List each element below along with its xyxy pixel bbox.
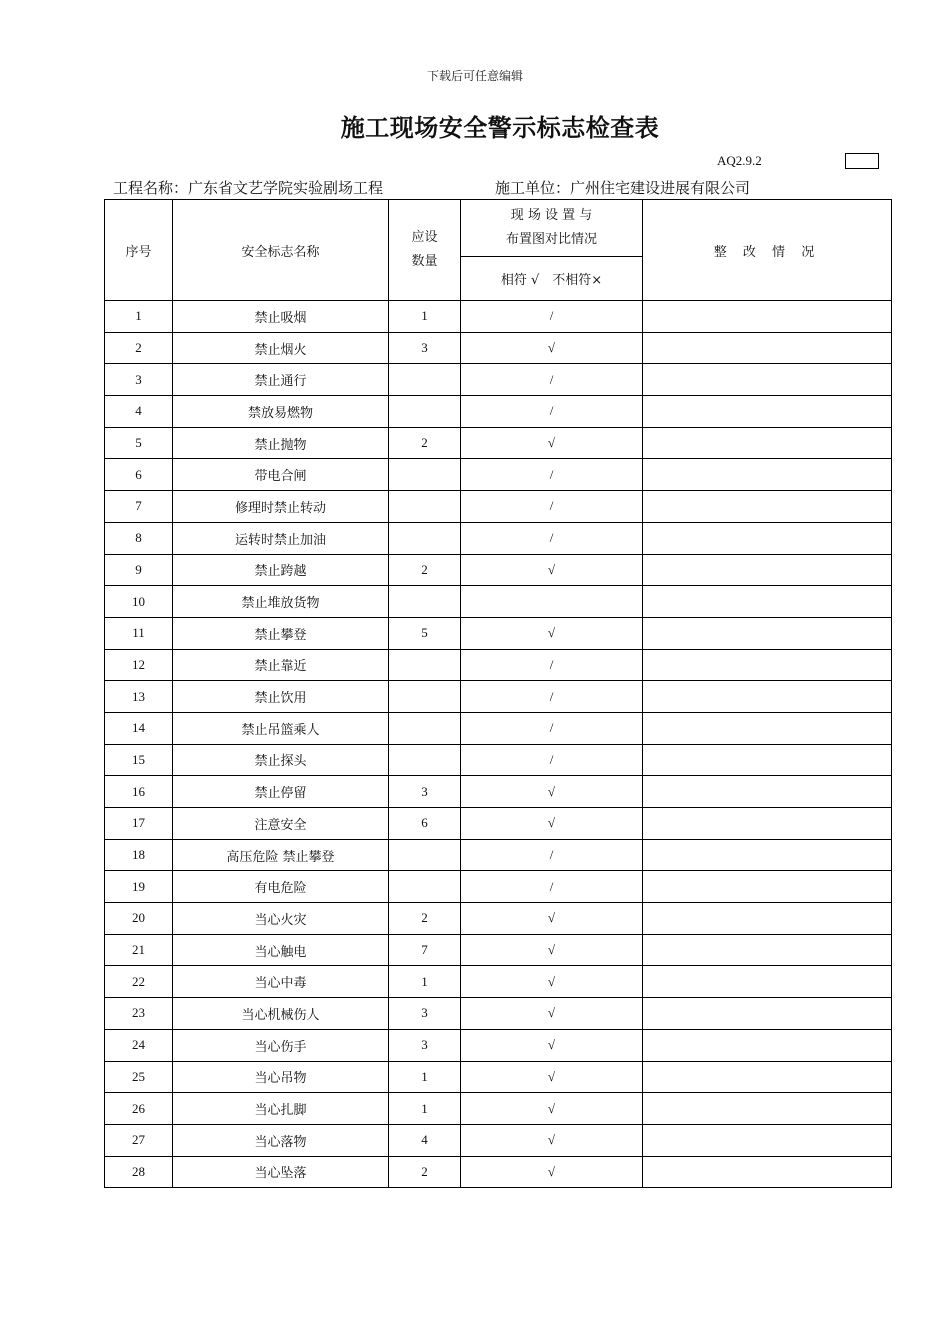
compare-result: √ xyxy=(461,554,643,586)
compare-result: / xyxy=(461,871,643,903)
compare-result: √ xyxy=(461,617,643,649)
table-row xyxy=(105,839,892,871)
required-quantity xyxy=(389,459,461,491)
sign-name: 禁止靠近 xyxy=(173,649,389,681)
row-number: 1 xyxy=(105,301,173,333)
compare-result: √ xyxy=(461,1124,643,1156)
table-row xyxy=(105,1029,892,1061)
table-row xyxy=(105,459,892,491)
sign-name: 当心触电 xyxy=(173,934,389,966)
sign-name: 禁止通行 xyxy=(173,364,389,396)
required-quantity: 1 xyxy=(389,966,461,998)
required-quantity xyxy=(389,586,461,618)
compare-result: √ xyxy=(461,1093,643,1125)
sign-name: 禁止饮用 xyxy=(173,681,389,713)
row-number: 16 xyxy=(105,776,173,808)
required-quantity xyxy=(389,396,461,428)
required-quantity xyxy=(389,744,461,776)
sign-name: 禁止跨越 xyxy=(173,554,389,586)
sign-name: 当心机械伤人 xyxy=(173,998,389,1030)
download-note: 下载后可任意编辑 xyxy=(426,69,523,83)
table-row xyxy=(105,396,892,428)
table-row xyxy=(105,712,892,744)
required-quantity xyxy=(389,871,461,903)
required-quantity xyxy=(389,681,461,713)
row-number: 26 xyxy=(105,1093,173,1125)
sign-name: 禁止探头 xyxy=(173,744,389,776)
rectification-cell xyxy=(643,459,892,491)
row-number: 11 xyxy=(105,617,173,649)
required-quantity: 2 xyxy=(389,1156,461,1188)
inspection-table xyxy=(104,199,892,1188)
column-header-compare xyxy=(461,200,643,257)
rectification-cell xyxy=(643,871,892,903)
required-quantity xyxy=(389,491,461,523)
row-number: 9 xyxy=(105,554,173,586)
compare-result: √ xyxy=(461,998,643,1030)
row-number: 10 xyxy=(105,586,173,618)
table-row xyxy=(105,744,892,776)
rectification-cell xyxy=(643,1124,892,1156)
table-row xyxy=(105,522,892,554)
required-quantity: 5 xyxy=(389,617,461,649)
row-number: 4 xyxy=(105,396,173,428)
sign-name: 当心中毒 xyxy=(173,966,389,998)
sign-name: 禁放易燃物 xyxy=(173,396,389,428)
compare-header-line2: 布置图对比情况 xyxy=(505,232,597,247)
rectification-cell xyxy=(643,364,892,396)
compare-result: / xyxy=(461,301,643,333)
required-quantity xyxy=(389,364,461,396)
sign-name: 有电危险 xyxy=(173,871,389,903)
column-header-rectification: 整 改 情 况 xyxy=(643,200,892,301)
required-quantity: 2 xyxy=(389,903,461,935)
row-number: 5 xyxy=(105,427,173,459)
sign-name: 当心落物 xyxy=(173,1124,389,1156)
table-row xyxy=(105,586,892,618)
required-quantity: 3 xyxy=(389,1029,461,1061)
required-quantity xyxy=(389,649,461,681)
required-quantity: 3 xyxy=(389,998,461,1030)
compare-result: √ xyxy=(461,808,643,840)
rectification-cell xyxy=(643,1093,892,1125)
table-row xyxy=(105,998,892,1030)
rectification-cell xyxy=(643,301,892,333)
compare-result: / xyxy=(461,839,643,871)
quantity-header-line2: 数量 xyxy=(411,254,438,269)
compare-result: √ xyxy=(461,332,643,364)
sign-name: 禁止停留 xyxy=(173,776,389,808)
row-number: 14 xyxy=(105,712,173,744)
sign-name: 禁止烟火 xyxy=(173,332,389,364)
row-number: 22 xyxy=(105,966,173,998)
required-quantity: 3 xyxy=(389,776,461,808)
compare-result: / xyxy=(461,459,643,491)
table-row xyxy=(105,554,892,586)
column-header-sign-name: 安全标志名称 xyxy=(173,200,389,301)
required-quantity: 2 xyxy=(389,554,461,586)
compare-result: / xyxy=(461,364,643,396)
row-number: 21 xyxy=(105,934,173,966)
rectification-cell xyxy=(643,617,892,649)
compare-header-line1: 现 场 设 置 与 xyxy=(510,208,593,223)
code-box xyxy=(845,153,879,169)
compare-result: / xyxy=(461,491,643,523)
rectification-cell xyxy=(643,491,892,523)
rectification-cell xyxy=(643,1156,892,1188)
required-quantity: 2 xyxy=(389,427,461,459)
row-number: 28 xyxy=(105,1156,173,1188)
sign-name: 运转时禁止加油 xyxy=(173,522,389,554)
table-row xyxy=(105,617,892,649)
required-quantity: 1 xyxy=(389,1061,461,1093)
rectification-cell xyxy=(643,681,892,713)
rectification-cell xyxy=(643,1061,892,1093)
table-row xyxy=(105,332,892,364)
sign-name: 禁止吸烟 xyxy=(173,301,389,333)
rectification-cell xyxy=(643,332,892,364)
required-quantity: 1 xyxy=(389,301,461,333)
row-number: 19 xyxy=(105,871,173,903)
required-quantity xyxy=(389,712,461,744)
compare-result: √ xyxy=(461,1061,643,1093)
form-code: AQ2.9.2 xyxy=(717,153,762,168)
compare-result: √ xyxy=(461,903,643,935)
column-header-quantity xyxy=(389,200,461,301)
sign-name: 修理时禁止转动 xyxy=(173,491,389,523)
row-number: 13 xyxy=(105,681,173,713)
table-row xyxy=(105,1156,892,1188)
compare-result: √ xyxy=(461,966,643,998)
sign-name: 当心伤手 xyxy=(173,1029,389,1061)
row-number: 20 xyxy=(105,903,173,935)
compare-result: / xyxy=(461,522,643,554)
row-number: 3 xyxy=(105,364,173,396)
compare-result: √ xyxy=(461,776,643,808)
required-quantity xyxy=(389,839,461,871)
row-number: 24 xyxy=(105,1029,173,1061)
row-number: 6 xyxy=(105,459,173,491)
rectification-cell xyxy=(643,554,892,586)
sign-name: 当心坠落 xyxy=(173,1156,389,1188)
table-body xyxy=(105,301,892,1188)
table-row xyxy=(105,1124,892,1156)
required-quantity xyxy=(389,522,461,554)
table-row xyxy=(105,649,892,681)
rectification-cell xyxy=(643,1029,892,1061)
rectification-cell xyxy=(643,712,892,744)
table-row xyxy=(105,301,892,333)
project-name: 工程名称：广东省文艺学院实验剧场工程 xyxy=(113,179,384,197)
table-row xyxy=(105,681,892,713)
required-quantity: 1 xyxy=(389,1093,461,1125)
compare-result: / xyxy=(461,681,643,713)
rectification-cell xyxy=(643,934,892,966)
sign-name: 禁止堆放货物 xyxy=(173,586,389,618)
quantity-header-line1: 应设 xyxy=(411,230,438,245)
sign-name: 禁止吊篮乘人 xyxy=(173,712,389,744)
required-quantity: 4 xyxy=(389,1124,461,1156)
sign-name: 当心扎脚 xyxy=(173,1093,389,1125)
table-row xyxy=(105,903,892,935)
row-number: 2 xyxy=(105,332,173,364)
compare-result xyxy=(461,586,643,618)
row-number: 15 xyxy=(105,744,173,776)
row-number: 27 xyxy=(105,1124,173,1156)
rectification-cell xyxy=(643,649,892,681)
table-row xyxy=(105,776,892,808)
rectification-cell xyxy=(643,586,892,618)
table-row xyxy=(105,491,892,523)
table-row xyxy=(105,966,892,998)
row-number: 7 xyxy=(105,491,173,523)
required-quantity: 6 xyxy=(389,808,461,840)
rectification-cell xyxy=(643,998,892,1030)
table-row xyxy=(105,934,892,966)
rectification-cell xyxy=(643,903,892,935)
sign-name: 禁止攀登 xyxy=(173,617,389,649)
row-number: 23 xyxy=(105,998,173,1030)
rectification-cell xyxy=(643,808,892,840)
rectification-cell xyxy=(643,522,892,554)
table-row xyxy=(105,364,892,396)
rectification-cell xyxy=(643,776,892,808)
rectification-cell xyxy=(643,396,892,428)
sign-name: 当心吊物 xyxy=(173,1061,389,1093)
sign-name: 当心火灾 xyxy=(173,903,389,935)
required-quantity: 3 xyxy=(389,332,461,364)
column-header-no: 序号 xyxy=(105,200,173,301)
row-number: 8 xyxy=(105,522,173,554)
page-title: 施工现场安全警示标志检查表 xyxy=(340,113,660,142)
sign-name: 高压危险 禁止攀登 xyxy=(173,839,389,871)
compare-legend: 相符 √ 不相符× xyxy=(461,257,643,301)
compare-result: √ xyxy=(461,427,643,459)
compare-result: / xyxy=(461,649,643,681)
rectification-cell xyxy=(643,966,892,998)
construction-unit: 施工单位：广州住宅建设进展有限公司 xyxy=(495,179,751,197)
compare-result: / xyxy=(461,396,643,428)
table-row xyxy=(105,427,892,459)
compare-result: √ xyxy=(461,1156,643,1188)
compare-result: √ xyxy=(461,934,643,966)
rectification-cell xyxy=(643,744,892,776)
compare-result: / xyxy=(461,744,643,776)
compare-result: √ xyxy=(461,1029,643,1061)
compare-result: / xyxy=(461,712,643,744)
table-row xyxy=(105,871,892,903)
sign-name: 注意安全 xyxy=(173,808,389,840)
row-number: 12 xyxy=(105,649,173,681)
rectification-cell xyxy=(643,427,892,459)
required-quantity: 7 xyxy=(389,934,461,966)
sign-name: 禁止抛物 xyxy=(173,427,389,459)
table-row xyxy=(105,808,892,840)
table-row xyxy=(105,1093,892,1125)
rectification-cell xyxy=(643,839,892,871)
row-number: 17 xyxy=(105,808,173,840)
row-number: 18 xyxy=(105,839,173,871)
row-number: 25 xyxy=(105,1061,173,1093)
table-row xyxy=(105,1061,892,1093)
sign-name: 带电合闸 xyxy=(173,459,389,491)
